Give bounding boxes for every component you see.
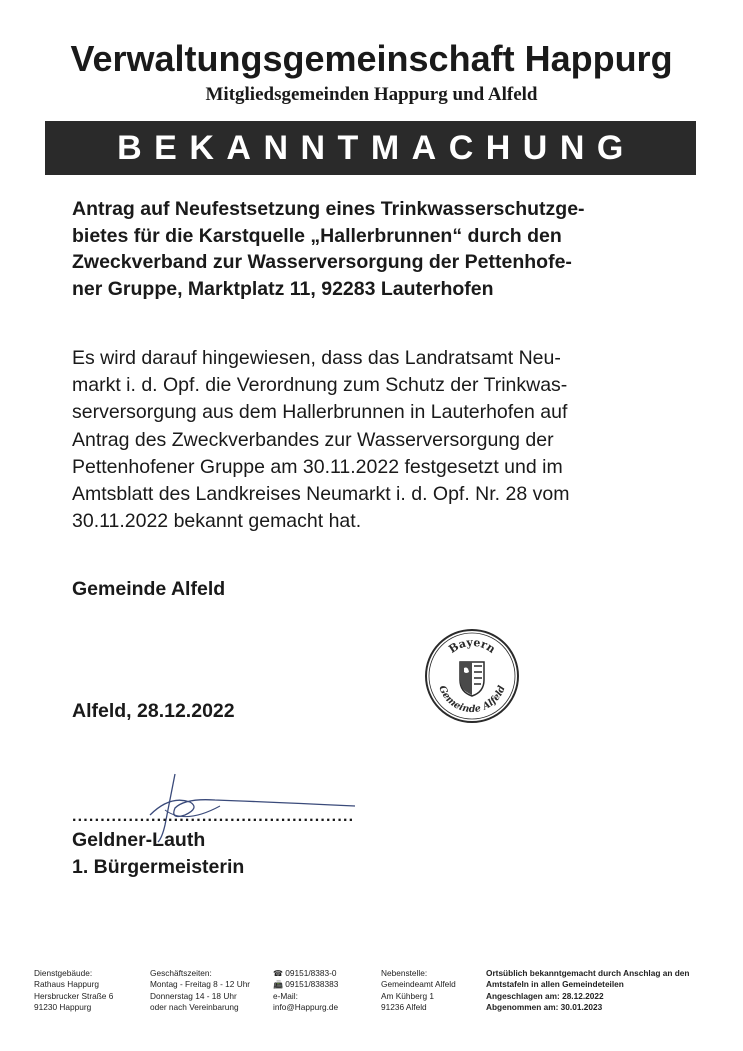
coat-of-arms-icon: [460, 662, 484, 696]
footer-line: Dienstgebäude:: [34, 968, 93, 978]
footer-line: Nebenstelle:: [381, 968, 428, 978]
subject-line: bietes für die Karstquelle „Hallerbrunnen“ durch den: [72, 224, 562, 247]
phone-number: 09151/8383-0: [285, 968, 337, 978]
footer-branch-office: [381, 968, 456, 1013]
footer-line: oder nach Vereinbarung: [150, 1001, 239, 1012]
footer-line: Geschäftszeiten:: [150, 968, 212, 978]
banner-label: BEKANNTMACHUNG: [117, 128, 636, 167]
subject-line: Antrag auf Neufestsetzung eines Trinkwasserschutzge-: [72, 198, 585, 220]
footer-office-address: [34, 968, 113, 1013]
body-line: Antrag des Zweckverbandes zur Wasserversorgung der: [72, 428, 554, 451]
body-line: Amtsblatt des Landkreises Neumarkt i. d. Opf. Nr. 28 vom: [72, 483, 570, 506]
official-seal: [424, 628, 520, 724]
subject-heading: [72, 196, 692, 302]
body-text: [72, 345, 692, 535]
fax-number: 09151/838383: [285, 979, 339, 990]
footer-line: 91230 Happurg: [34, 1001, 92, 1012]
footer-line: Am Kühberg 1: [381, 990, 435, 1001]
footer-line: Ortsüblich bekanntgemacht durch Anschlag an den: [486, 968, 690, 978]
footer-line: Gemeindeamt Alfeld: [381, 979, 456, 990]
header-subtitle: Mitgliedsgemeinden Happurg und Alfeld: [205, 84, 538, 105]
header-title: Verwaltungsgemeinschaft Happurg: [70, 38, 673, 79]
place-and-date: Alfeld, 28.12.2022: [72, 700, 235, 722]
telephone-icon: ☎: [273, 969, 283, 978]
footer-contact: [273, 968, 338, 1013]
footer-line: Angeschlagen am: 28.12.2022: [486, 990, 604, 1001]
municipality-name: Gemeinde Alfeld: [72, 578, 226, 600]
svg-text:Bayern: Bayern: [446, 635, 498, 656]
footer-line: Amtstafeln in allen Gemeindeteilen: [486, 979, 624, 990]
svg-text:Gemeinde Alfeld: Gemeinde Alfeld: [436, 684, 508, 715]
footer-phone: [273, 968, 338, 979]
body-line: Pettenhofener Gruppe am 30.11.2022 festgesetzt und im: [72, 455, 563, 478]
footer-email: info@Happurg.de: [273, 1001, 339, 1012]
footer-line: Hersbrucker Straße 6: [34, 990, 114, 1001]
footer-line: Abgenommen am: 30.01.2023: [486, 1001, 603, 1012]
footer-line: Donnerstag 14 - 18 Uhr: [150, 990, 237, 1001]
footer-office-hours: [150, 968, 250, 1013]
footer-email-label: e-Mail:: [273, 990, 298, 1001]
body-line: serversorgung aus dem Hallerbrunnen in Lauterhofen auf: [72, 401, 568, 424]
footer-line: 91236 Alfeld: [381, 1001, 427, 1012]
footer-line: Montag - Freitag 8 - 12 Uhr: [150, 979, 251, 990]
subject-line: Zweckverband zur Wasserversorgung der Pettenhofe-: [72, 251, 572, 273]
body-line: Es wird darauf hingewiesen, dass das Landratsamt Neu-: [72, 347, 561, 369]
body-line: markt i. d. Opf. die Verordnung zum Schutz der Trinkwas-: [72, 374, 568, 397]
fax-icon: 📠: [273, 980, 283, 990]
signature-line: ..................................................: [72, 808, 355, 825]
footer-posting-notice: [486, 968, 689, 1013]
footer-line: Rathaus Happurg: [34, 979, 100, 990]
signer-title: 1. Bürgermeisterin: [72, 856, 245, 878]
footer-fax: [273, 979, 338, 990]
subject-line: ner Gruppe, Marktplatz 11, 92283 Lauterhofen: [72, 277, 494, 300]
signer-name: Geldner-Lauth: [72, 829, 206, 851]
body-line: 30.11.2022 bekannt gemacht hat.: [72, 510, 362, 533]
announcement-banner: [45, 121, 696, 175]
